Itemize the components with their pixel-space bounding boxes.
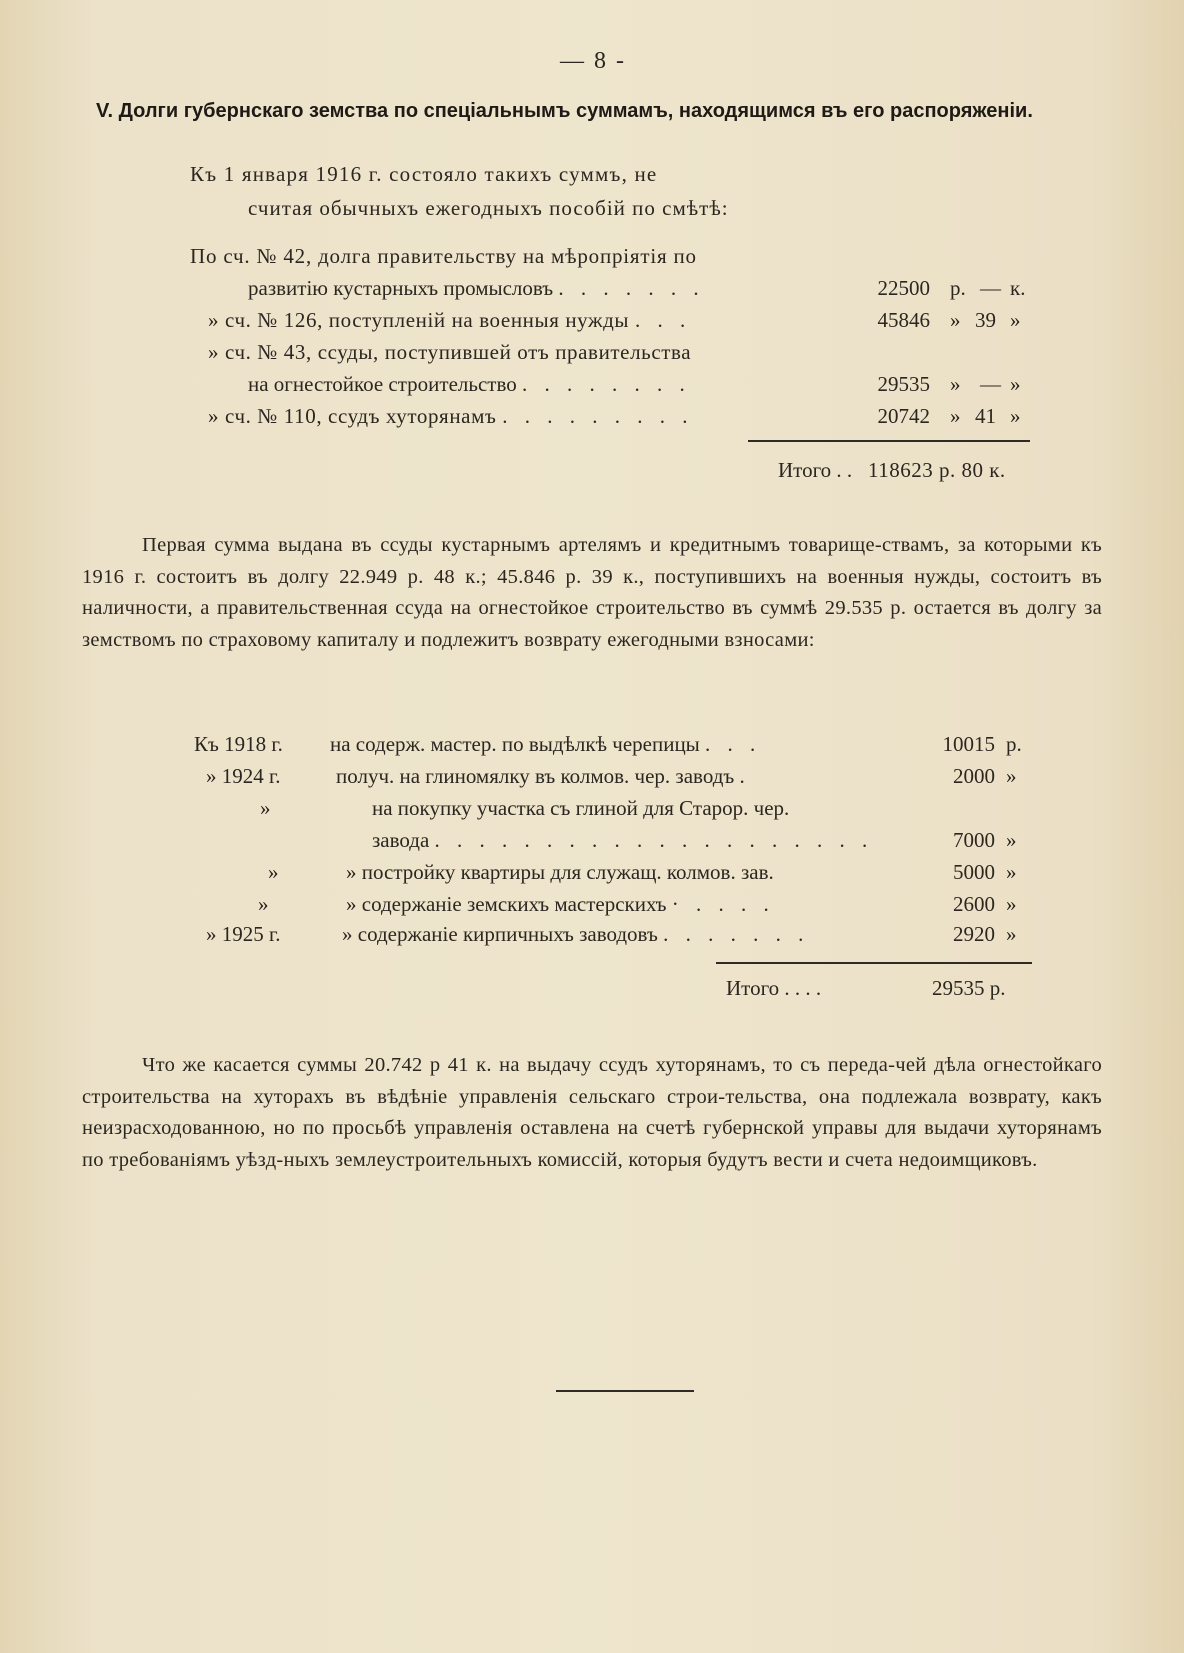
debt-4-rubles: 20742 xyxy=(877,404,930,428)
repayments-total-label: Итого . . . . xyxy=(726,976,822,1000)
repayments-total-value: 29535 р. xyxy=(932,976,1006,1000)
repay-5-year: » xyxy=(268,860,279,884)
debt-2-line-1: » сч. № 126, поступленій на военныя нужды . . . xyxy=(208,308,692,332)
repay-7-text: » содержаніе кирпичныхъ заводовъ . . . . . . . xyxy=(342,922,810,946)
repay-5-unit: » xyxy=(1006,860,1017,884)
debts-total-value: 118623 р. 80 к. xyxy=(868,458,1006,482)
debts-total-rule xyxy=(748,440,1030,442)
debt-3-line-1: » сч. № 43, ссуды, поступившей отъ правительства xyxy=(208,340,692,364)
repayments-total-rule xyxy=(716,962,1032,964)
repay-1-year: Къ 1918 г. xyxy=(194,732,283,756)
end-rule xyxy=(556,1390,694,1392)
page-number: — 8 - xyxy=(560,48,626,74)
debt-3-rubles: 29535 xyxy=(877,372,930,396)
repay-2-amount: 2000 xyxy=(953,764,995,788)
debt-3-r-unit: » xyxy=(950,372,961,396)
repay-5-text: » постройку квартиры для служащ. колмов. зав. xyxy=(346,860,774,884)
repay-6-year: » xyxy=(258,892,269,916)
debt-2-r-unit: » xyxy=(950,308,961,332)
debt-4-line-1: » сч. № 110, ссудъ хуторянамъ . . . . . . . . . xyxy=(208,404,694,428)
debt-4-kopecks: 41 xyxy=(975,404,996,428)
repay-6-text: » содержаніе земскихъ мастерскихъ · . . . . xyxy=(346,892,775,916)
debt-1-k-unit: к. xyxy=(1010,276,1026,300)
repay-4-unit: » xyxy=(1006,828,1017,852)
repay-7-unit: » xyxy=(1006,922,1017,946)
debt-3-kopecks: — xyxy=(980,372,1001,396)
repay-6-amount: 2600 xyxy=(953,892,995,916)
intro-line-1: Къ 1 января 1916 г. состояло такихъ суммъ, не xyxy=(190,162,658,186)
debt-1-rubles: 22500 xyxy=(877,276,930,300)
repay-2-text: получ. на глиномялку въ колмов. чер. заводъ . xyxy=(336,764,751,788)
repay-4-text: завода . . . . . . . . . . . . . . . . . . . . xyxy=(372,828,874,852)
debt-2-k-unit: » xyxy=(1010,308,1021,332)
debt-2-rubles: 45846 xyxy=(877,308,930,332)
debt-1-line-2: развитію кустарныхъ промысловъ . . . . . . . xyxy=(248,276,705,300)
section-heading: V. Долги губернскаго земства по спеціальнымъ суммамъ, находящимся въ его распоряженіи. xyxy=(96,100,1033,122)
debt-1-r-unit: р. xyxy=(950,276,966,300)
repay-2-unit: » xyxy=(1006,764,1017,788)
debt-4-k-unit: » xyxy=(1010,404,1021,428)
debt-1-kopecks: — xyxy=(980,276,1001,300)
paragraph-2: Что же касается суммы 20.742 р 41 к. на выдачу ссудъ хуторянамъ, то съ переда-чей дѣла огнестойкаго строительства на хуторахъ въ вѣдѣніе управленія сельскаго строи-тельства, она подлежала возврату, какъ неизрасходованною, но по просьбѣ управленія оставлена на счетѣ губернской управы для выдачи хуторянамъ по требованіямъ уѣзд-ныхъ землеустроительныхъ комиссій, которыя будутъ вести и счета недоимщиковъ. xyxy=(82,1054,1102,1171)
repay-6-unit: » xyxy=(1006,892,1017,916)
repay-2-year: » 1924 г. xyxy=(206,764,281,788)
repay-4-amount: 7000 xyxy=(953,828,995,852)
repay-3-year: » xyxy=(260,796,271,820)
debt-3-line-2: на огнестойкое строительство . . . . . . . . xyxy=(248,372,691,396)
repay-7-amount: 2920 xyxy=(953,922,995,946)
debt-1-line-1: По сч. № 42, долга правительству на мѣропріятія по xyxy=(190,244,697,268)
debt-2-kopecks: 39 xyxy=(975,308,996,332)
repay-1-text: на содерж. мастер. по выдѣлкѣ черепицы . . . xyxy=(330,732,762,756)
debts-total-label: Итого . . xyxy=(778,458,853,482)
repay-1-amount: 10015 xyxy=(942,732,995,756)
repay-1-unit: р. xyxy=(1006,732,1022,756)
repay-7-year: » 1925 г. xyxy=(206,922,281,946)
repay-3-text: на покупку участка съ глиной для Старор. чер. xyxy=(372,796,790,820)
debt-4-r-unit: » xyxy=(950,404,961,428)
intro-line-2: считая обычныхъ ежегодныхъ пособій по смѣтѣ: xyxy=(248,196,729,220)
paragraph-1: Первая сумма выдана въ ссуды кустарнымъ артелямъ и кредитнымъ товарище-ствамъ, за которыми къ 1916 г. состоитъ въ долгу 22.949 р. 48 к.; 45.846 р. 39 к., поступившихъ на военныя нужды, состоитъ въ наличности, а правительственная ссуда на огнестойкое строительство въ суммѣ 29.535 р. остается въ долгу за земствомъ по страховому капиталу и подлежитъ возврату ежегодными взносами: xyxy=(82,534,1102,651)
repay-5-amount: 5000 xyxy=(953,860,995,884)
debt-3-k-unit: » xyxy=(1010,372,1021,396)
